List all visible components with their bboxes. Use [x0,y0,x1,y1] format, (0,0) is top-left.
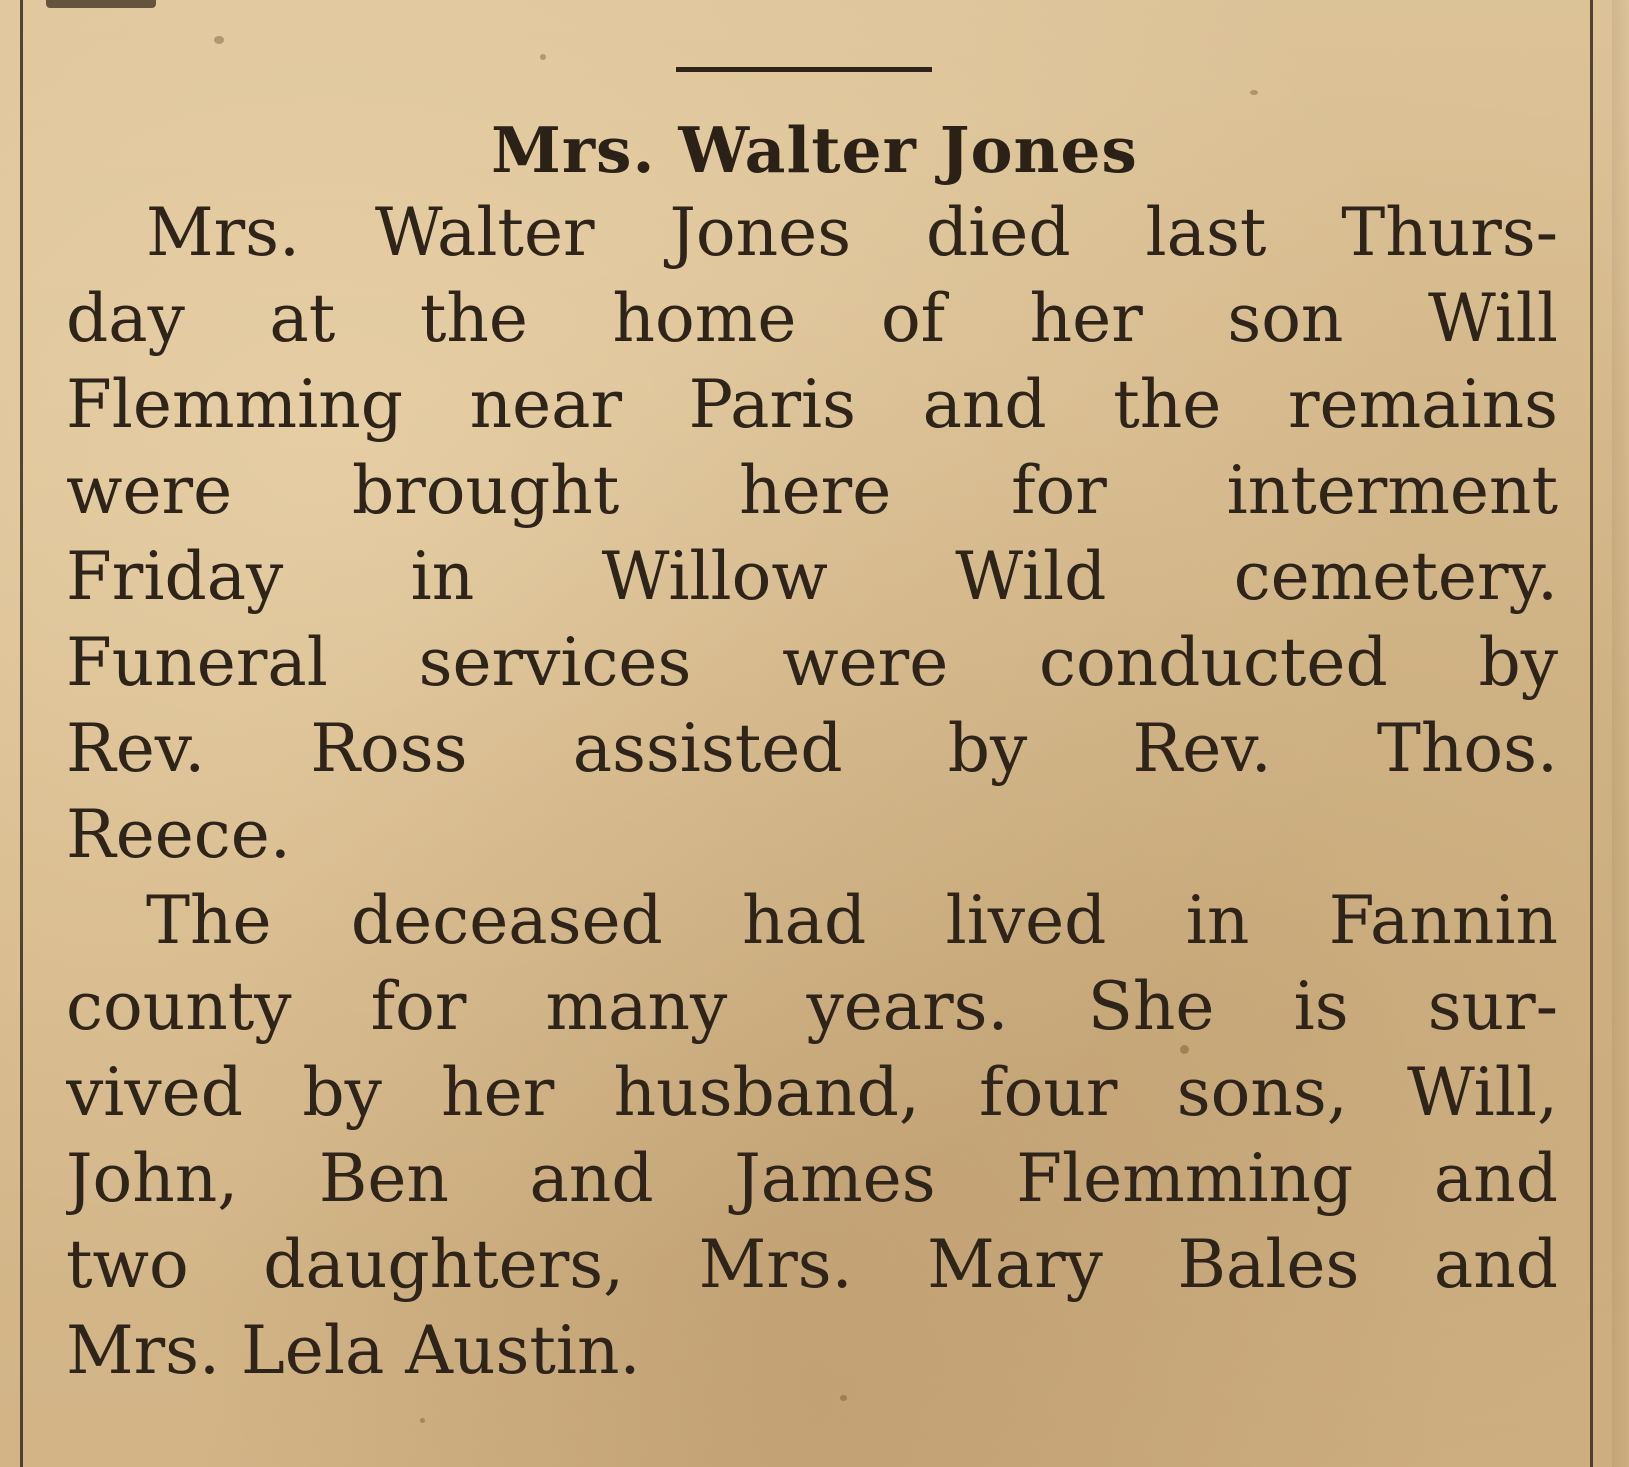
paper-speck [1180,1045,1189,1054]
article-line: two daughters, Mrs. Mary Bales and [66,1226,1558,1303]
cropped-text-fragment [46,0,156,8]
article-line: Reece. [66,796,291,873]
article-line: Funeral services were conducted by [66,624,1558,701]
article-line: John, Ben and James Flemming and [66,1140,1558,1217]
paper-speck [540,54,546,60]
article-line: Friday in Willow Wild cemetery. [66,538,1558,615]
article-line: Flemming near Paris and the remains [66,366,1558,443]
column-rule-right [1590,0,1593,1467]
article-line: vived by her husband, four sons, Will, [66,1054,1558,1131]
headline-rule [676,67,932,72]
article-line: Mrs. Lela Austin. [66,1312,641,1389]
paper-speck [1250,90,1258,95]
article-headline: Mrs. Walter Jones [491,113,1138,187]
article-line: county for many years. She is sur- [66,968,1558,1045]
article-line: The deceased had lived in Fannin [146,882,1558,959]
article-line: Rev. Ross assisted by Rev. Thos. [66,710,1558,787]
column-rule-left [20,0,23,1467]
paper-speck [420,1418,425,1423]
article-line: day at the home of her son Will [66,280,1558,357]
article-line: were brought here for interment [66,452,1558,529]
article-line: Mrs. Walter Jones died last Thurs- [146,194,1558,271]
paper-speck [214,36,224,44]
adjacent-column-edge [1612,0,1629,1467]
paper-speck [840,1395,847,1401]
